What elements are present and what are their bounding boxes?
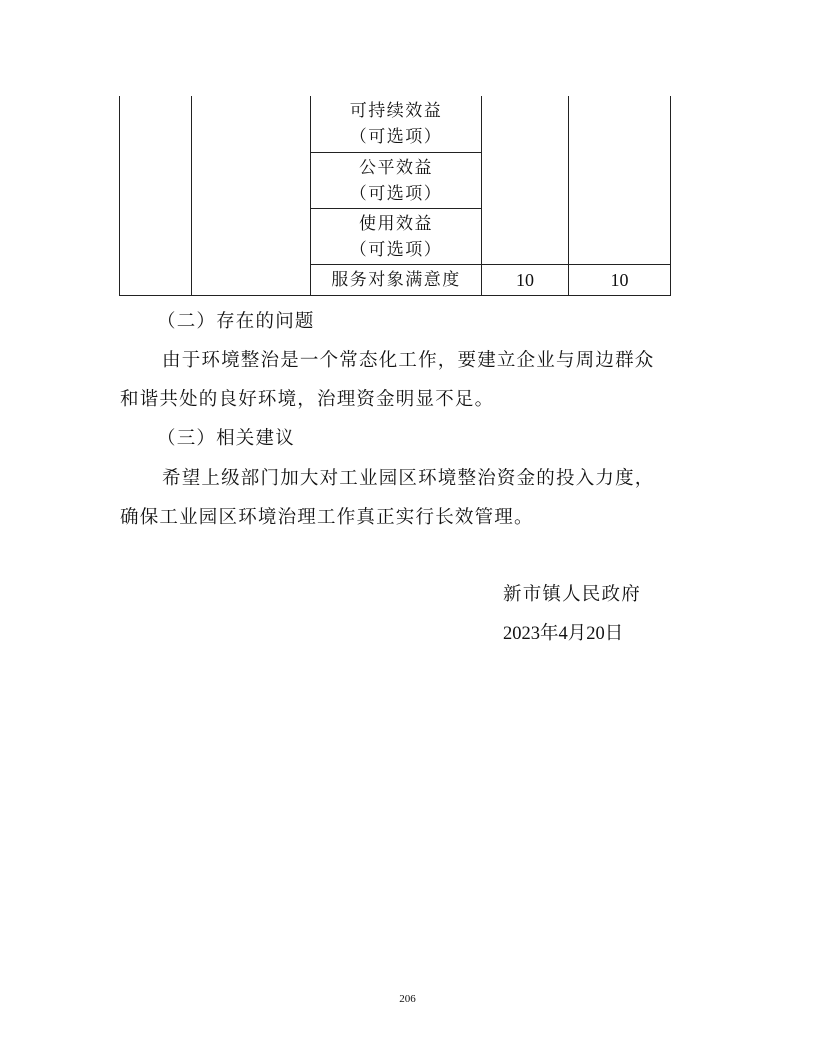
section-heading-suggestions: （三）相关建议 xyxy=(157,428,295,449)
cell-label: 公平效益 xyxy=(359,157,433,178)
suggestions-text-line2: 确保工业园区环境治理工作真正实行长效管理。 xyxy=(120,507,534,528)
page-number: 206 xyxy=(399,993,416,1005)
table-border-bottom xyxy=(119,295,671,296)
table-cell-satisfaction-score: 10 xyxy=(516,269,534,290)
table-border-left xyxy=(119,96,120,296)
table-cell-usage-benefit xyxy=(311,209,481,264)
section-heading-problems: （二）存在的问题 xyxy=(157,311,315,332)
table-cell-satisfaction-actual: 10 xyxy=(610,269,629,290)
cell-optional-note: （可选项） xyxy=(349,183,443,204)
table-border-right xyxy=(670,96,671,296)
table-cell-sustainable-benefit xyxy=(311,96,481,152)
table-cell-satisfaction-label xyxy=(311,265,481,295)
table-cell-fairness-benefit xyxy=(311,153,481,208)
cell-optional-note: （可选项） xyxy=(349,239,443,260)
table-col-divider xyxy=(191,96,192,296)
problems-text-line1: 由于环境整治是一个常态化工作，要建立企业与周边群众 xyxy=(162,350,655,371)
cell-label: 可持续效益 xyxy=(349,101,443,121)
cell-label: 服务对象满意度 xyxy=(331,270,461,290)
cell-optional-note: （可选项） xyxy=(349,127,443,147)
performance-table xyxy=(119,96,671,296)
cell-label: 使用效益 xyxy=(359,213,433,234)
suggestions-text-line1: 希望上级部门加大对工业园区环境整治资金的投入力度， xyxy=(162,468,655,489)
problems-text-line2: 和谐共处的良好环境，治理资金明显不足。 xyxy=(120,389,495,410)
signature-date: 2023年4月20日 xyxy=(503,624,624,644)
signature-org: 新市镇人民政府 xyxy=(503,584,641,605)
